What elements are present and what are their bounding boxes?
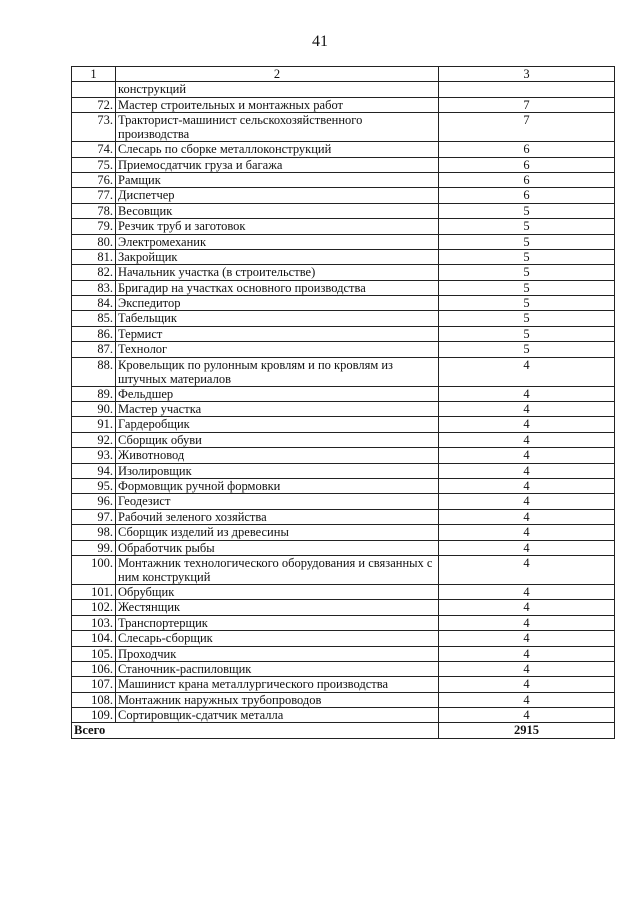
table-row xyxy=(72,113,615,142)
row-value: 4 xyxy=(439,494,615,509)
table-row xyxy=(72,646,615,661)
row-value: 4 xyxy=(439,540,615,555)
row-value: 5 xyxy=(439,219,615,234)
row-number: 105. xyxy=(72,646,116,661)
row-number: 91. xyxy=(72,417,116,432)
row-number: 97. xyxy=(72,509,116,524)
row-number: 76. xyxy=(72,172,116,187)
table-row xyxy=(72,661,615,676)
row-number: 89. xyxy=(72,386,116,401)
row-number: 96. xyxy=(72,494,116,509)
header-col-3: 3 xyxy=(439,67,615,82)
row-value: 4 xyxy=(439,432,615,447)
row-number: 80. xyxy=(72,234,116,249)
row-name: Весовщик xyxy=(116,203,439,218)
row-value: 6 xyxy=(439,188,615,203)
row-value: 4 xyxy=(439,677,615,692)
row-value xyxy=(439,82,615,97)
row-number: 93. xyxy=(72,448,116,463)
table-row xyxy=(72,677,615,692)
row-value: 7 xyxy=(439,113,615,142)
row-number: 84. xyxy=(72,296,116,311)
table-row xyxy=(72,417,615,432)
total-value: 2915 xyxy=(439,723,615,738)
row-name: Технолог xyxy=(116,342,439,357)
table-row xyxy=(72,188,615,203)
row-value: 4 xyxy=(439,555,615,584)
row-value: 4 xyxy=(439,692,615,707)
row-value: 4 xyxy=(439,661,615,676)
row-number: 73. xyxy=(72,113,116,142)
table-row xyxy=(72,311,615,326)
table-row xyxy=(72,249,615,264)
row-value: 4 xyxy=(439,463,615,478)
professions-table xyxy=(71,66,615,739)
row-name: Транспортерщик xyxy=(116,615,439,630)
row-value: 4 xyxy=(439,631,615,646)
row-value: 5 xyxy=(439,203,615,218)
table-row xyxy=(72,402,615,417)
row-name: Начальник участка (в строительстве) xyxy=(116,265,439,280)
table-row xyxy=(72,280,615,295)
row-number: 78. xyxy=(72,203,116,218)
row-name: Резчик труб и заготовок xyxy=(116,219,439,234)
row-value: 4 xyxy=(439,525,615,540)
row-number: 77. xyxy=(72,188,116,203)
table-row xyxy=(72,342,615,357)
row-name: Сборщик обуви xyxy=(116,432,439,447)
table-row xyxy=(72,692,615,707)
row-name: Рабочий зеленого хозяйства xyxy=(116,509,439,524)
table-row xyxy=(72,296,615,311)
row-name: Кровельщик по рулонным кровлям и по кровлям из штучных материалов xyxy=(116,357,439,386)
row-value: 4 xyxy=(439,478,615,493)
table-row xyxy=(72,357,615,386)
row-name: Мастер строительных и монтажных работ xyxy=(116,97,439,112)
row-number: 101. xyxy=(72,584,116,599)
row-number: 98. xyxy=(72,525,116,540)
total-row xyxy=(72,723,615,738)
row-name: Экспедитор xyxy=(116,296,439,311)
row-name: Гардеробщик xyxy=(116,417,439,432)
row-number: 75. xyxy=(72,157,116,172)
table-row xyxy=(72,265,615,280)
row-value: 4 xyxy=(439,600,615,615)
row-name: Слесарь по сборке металлоконструкций xyxy=(116,142,439,157)
row-name: Бригадир на участках основного производства xyxy=(116,280,439,295)
row-name: Обработчик рыбы xyxy=(116,540,439,555)
table-row xyxy=(72,432,615,447)
row-value: 5 xyxy=(439,280,615,295)
row-name: Монтажник наружных трубопроводов xyxy=(116,692,439,707)
table-row xyxy=(72,234,615,249)
row-value: 4 xyxy=(439,708,615,723)
row-number: 104. xyxy=(72,631,116,646)
row-name: Мастер участка xyxy=(116,402,439,417)
row-value: 5 xyxy=(439,249,615,264)
row-number: 83. xyxy=(72,280,116,295)
row-number: 82. xyxy=(72,265,116,280)
row-name: Монтажник технологического оборудования и связанных с ним конструкций xyxy=(116,555,439,584)
row-value: 4 xyxy=(439,615,615,630)
row-name: Станочник-распиловщик xyxy=(116,661,439,676)
table-row xyxy=(72,540,615,555)
total-label: Всего xyxy=(72,723,439,738)
row-number: 94. xyxy=(72,463,116,478)
table-row xyxy=(72,448,615,463)
table-row xyxy=(72,509,615,524)
row-value: 4 xyxy=(439,448,615,463)
row-value: 6 xyxy=(439,157,615,172)
row-value: 4 xyxy=(439,386,615,401)
row-number: 87. xyxy=(72,342,116,357)
table-row xyxy=(72,172,615,187)
row-value: 4 xyxy=(439,584,615,599)
row-name: Животновод xyxy=(116,448,439,463)
table-row xyxy=(72,463,615,478)
row-number: 106. xyxy=(72,661,116,676)
row-number: 100. xyxy=(72,555,116,584)
row-value: 4 xyxy=(439,646,615,661)
row-number: 103. xyxy=(72,615,116,630)
row-number xyxy=(72,82,116,97)
table-row xyxy=(72,708,615,723)
row-value: 6 xyxy=(439,142,615,157)
row-number: 86. xyxy=(72,326,116,341)
row-name: Тракторист-машинист сельскохозяйственного производства xyxy=(116,113,439,142)
row-number: 85. xyxy=(72,311,116,326)
row-number: 81. xyxy=(72,249,116,264)
row-name: Сборщик изделий из древесины xyxy=(116,525,439,540)
table-row xyxy=(72,203,615,218)
row-value: 5 xyxy=(439,311,615,326)
row-name: Машинист крана металлургического производства xyxy=(116,677,439,692)
row-name: Сортировщик-сдатчик металла xyxy=(116,708,439,723)
row-name: Закройщик xyxy=(116,249,439,264)
row-value: 5 xyxy=(439,234,615,249)
row-number: 108. xyxy=(72,692,116,707)
row-name: Жестянщик xyxy=(116,600,439,615)
row-number: 102. xyxy=(72,600,116,615)
table-row xyxy=(72,326,615,341)
row-name: Электромеханик xyxy=(116,234,439,249)
row-number: 92. xyxy=(72,432,116,447)
row-value: 5 xyxy=(439,296,615,311)
page-number: 41 xyxy=(312,33,328,50)
row-name: конструкций xyxy=(116,82,439,97)
row-name: Рамщик xyxy=(116,172,439,187)
row-value: 4 xyxy=(439,402,615,417)
row-number: 90. xyxy=(72,402,116,417)
header-col-1: 1 xyxy=(72,67,116,82)
row-value: 6 xyxy=(439,172,615,187)
row-name: Геодезист xyxy=(116,494,439,509)
row-name: Проходчик xyxy=(116,646,439,661)
table-row xyxy=(72,600,615,615)
row-value: 4 xyxy=(439,417,615,432)
row-number: 74. xyxy=(72,142,116,157)
row-value: 7 xyxy=(439,97,615,112)
row-value: 5 xyxy=(439,326,615,341)
table-row xyxy=(72,525,615,540)
table-row xyxy=(72,631,615,646)
row-number: 95. xyxy=(72,478,116,493)
row-name: Фельдшер xyxy=(116,386,439,401)
table-row xyxy=(72,142,615,157)
row-value: 5 xyxy=(439,265,615,280)
header-col-2: 2 xyxy=(116,67,439,82)
row-number: 99. xyxy=(72,540,116,555)
row-name: Слесарь-сборщик xyxy=(116,631,439,646)
row-number: 88. xyxy=(72,357,116,386)
row-name: Обрубщик xyxy=(116,584,439,599)
row-number: 79. xyxy=(72,219,116,234)
table-row xyxy=(72,555,615,584)
continuation-row xyxy=(72,82,615,97)
row-name: Формовщик ручной формовки xyxy=(116,478,439,493)
row-value: 4 xyxy=(439,509,615,524)
row-name: Диспетчер xyxy=(116,188,439,203)
table-row xyxy=(72,386,615,401)
row-number: 109. xyxy=(72,708,116,723)
row-name: Приемосдатчик груза и багажа xyxy=(116,157,439,172)
row-name: Табельщик xyxy=(116,311,439,326)
table-header-row xyxy=(72,67,615,82)
table-row xyxy=(72,219,615,234)
table-row xyxy=(72,97,615,112)
row-number: 72. xyxy=(72,97,116,112)
row-name: Изолировщик xyxy=(116,463,439,478)
row-value: 4 xyxy=(439,357,615,386)
table-row xyxy=(72,615,615,630)
table-row xyxy=(72,157,615,172)
row-value: 5 xyxy=(439,342,615,357)
row-number: 107. xyxy=(72,677,116,692)
table-row xyxy=(72,478,615,493)
table-row xyxy=(72,494,615,509)
table-row xyxy=(72,584,615,599)
row-name: Термист xyxy=(116,326,439,341)
